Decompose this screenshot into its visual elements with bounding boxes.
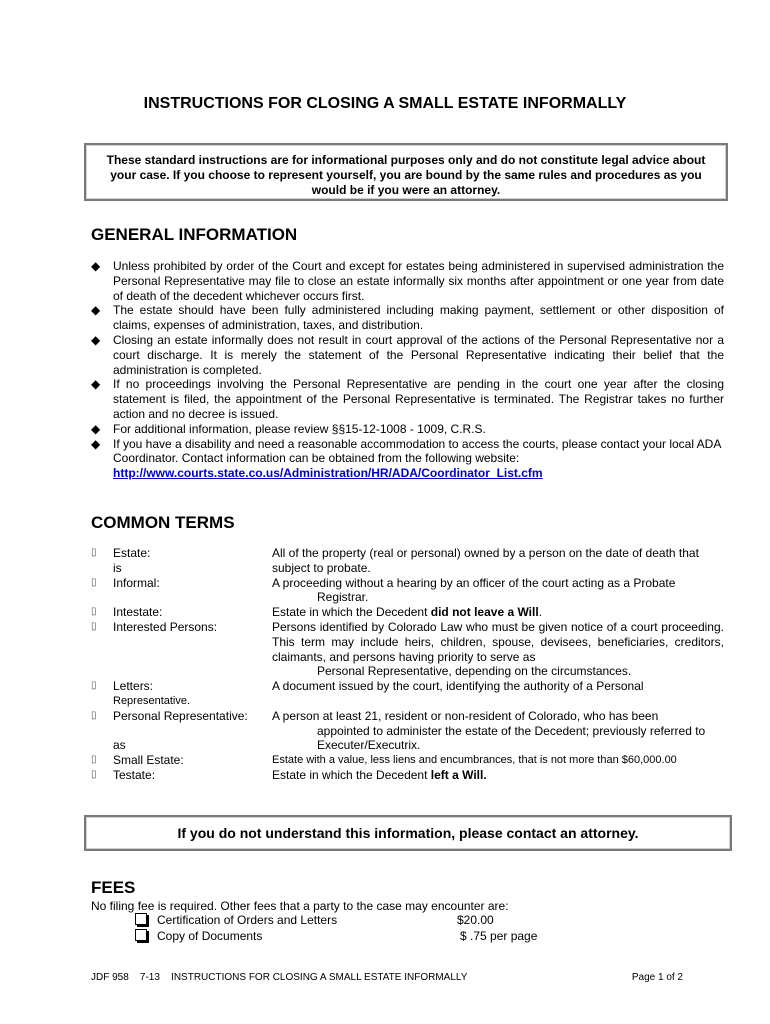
general-information-list	[91, 259, 724, 481]
diamond-bullet-icon: ◆	[91, 259, 101, 273]
fee-item	[135, 929, 538, 943]
term-definition: A proceeding without a hearing by an officer of the court acting as a Probate	[272, 575, 676, 590]
term-label: Estate:	[113, 546, 151, 560]
fee-price: $20.00	[457, 913, 494, 927]
fees-intro: No filing fee is required. Other fees that a party to the case may encounter are:	[91, 899, 509, 913]
common-terms-heading: COMMON TERMS	[91, 513, 235, 532]
checkbox-icon	[135, 913, 147, 925]
checkbox-icon	[135, 929, 147, 941]
fee-item	[135, 913, 494, 927]
term-definition: All of the property (real or personal) owned by a person on the date of death that	[272, 546, 699, 560]
list-item: ◆ For additional information, please review §§15-12-1008 - 1009, C.R.S.	[91, 421, 486, 436]
disclaimer-text: These standard instructions are for informational purposes only and do not constitute legal advice about your case. If you choose to represent yourself, you are bound by the same rules and procedures as you would be if you were an attorney.	[106, 153, 706, 197]
bullet-box-icon: ▯	[91, 620, 97, 632]
term-estate: ▯ Estate: All of the property (real or personal) owned by a person on the date of death that is subject to probate.	[91, 546, 699, 575]
fee-price: $ .75 per page	[460, 929, 538, 943]
footer-form-id: JDF 958 7-13 INSTRUCTIONS FOR CLOSING A SMALL ESTATE INFORMALLY	[91, 972, 468, 983]
diamond-bullet-icon: ◆	[91, 332, 101, 347]
bullet-box-icon: ▯	[91, 709, 97, 721]
page-footer	[91, 972, 683, 983]
list-item: ◆ If you have a disability and need a reasonable accommodation to access the courts, please contact your local ADA Coordinator. Contact information can be obtained from the following website: http://www.courts.state.co.us/Administration/HR/ADA/Coordinator_List.cfm	[91, 436, 721, 481]
bullet-box-icon: ▯	[91, 606, 97, 618]
term-label: Letters:	[113, 679, 154, 694]
diamond-bullet-icon: ◆	[91, 421, 101, 436]
term-label: Personal Representative:	[113, 708, 248, 723]
term-definition: A document issued by the court, identifying the authority of a Personal	[272, 679, 644, 694]
general-information-heading: GENERAL INFORMATION	[91, 225, 298, 244]
term-letters: ▯ Letters: A document issued by the court, identifying the authority of a Personal Representative.	[91, 679, 644, 707]
term-small-estate	[91, 753, 724, 768]
term-definition: Estate with a value, less liens and encumbrances, that is not more than $60,000.00	[272, 754, 677, 767]
term-testate: ▯ Testate: Estate in which the Decedent left a Will.	[91, 767, 487, 782]
term-definition: A person at least 21, resident or non-resident of Colorado, who has been	[272, 708, 659, 723]
disclaimer-box	[84, 143, 728, 201]
term-label: Testate:	[113, 767, 156, 782]
bullet-box-icon: ▯	[91, 547, 97, 558]
bullet-box-icon: ▯	[91, 576, 97, 588]
list-item: ◆ Closing an estate informally does not result in court approval of the actions of the Personal Representative nor a court discharge. It is merely the statement of the Personal Representative indicating their belief that the administration is completed.	[91, 332, 724, 377]
list-item: ◆ If no proceedings involving the Personal Representative are pending in the court one year after the closing statement is filed, the appointment of the Personal Representative is terminated. The Registrar takes no further action and no decree is issued.	[91, 377, 724, 421]
bullet-box-icon: ▯	[91, 754, 97, 766]
list-item: ◆ Unless prohibited by order of the Court and except for estates being administered in supervised administration the Personal Representative may file to close an estate informally six months after appointment or one year from date of death of the decedent whichever occurs first.	[91, 259, 724, 303]
bullet-box-icon: ▯	[91, 680, 97, 692]
ada-coordinator-link[interactable]: http://www.courts.state.co.us/Administration/HR/ADA/Coordinator_List.cfm	[113, 466, 543, 481]
term-definition: Persons identified by Colorado Law who must be given notice of a court proceeding. This term may include heirs, children, spouse, devisees, beneficiaries, creditors, claimants, and persons having priority to serve as	[272, 619, 724, 664]
list-item: ◆ The estate should have been fully administered including making payment, settlement or other disposition of claims, expenses of administration, taxes, and distribution.	[91, 303, 724, 333]
bullet-box-icon: ▯	[91, 768, 97, 780]
term-personal-representative: ▯ Personal Representative: A person at least 21, resident or non-resident of Colorado, who has been appointed to administer the estate of the Decedent; previously referred to as Executer/Executrix.	[91, 708, 706, 753]
fees-heading: FEES	[91, 878, 136, 897]
term-intestate: ▯ Intestate: Estate in which the Decedent did not leave a Will.	[91, 605, 543, 620]
document-title: INSTRUCTIONS FOR CLOSING A SMALL ESTATE INFORMALLY	[143, 95, 627, 112]
attorney-notice-text: If you do not understand this information, please contact an attorney.	[177, 825, 639, 841]
diamond-bullet-icon: ◆	[91, 377, 101, 392]
page-number: Page 1 of 2	[631, 972, 683, 983]
term-label: Intestate:	[113, 605, 163, 620]
term-label: Interested Persons:	[113, 619, 218, 634]
fee-label: Certification of Orders and Letters	[157, 913, 338, 927]
attorney-notice-box	[84, 815, 732, 851]
term-interested-persons: ▯ Interested Persons: Persons identified by Colorado Law who must be given notice of a court proceeding. This term may include heirs, children, spouse, devisees, beneficiaries, creditors, claimants, and persons having priority to serve as Personal Representative, depending on the circumstances.	[91, 619, 724, 679]
diamond-bullet-icon: ◆	[91, 436, 101, 451]
common-terms-list	[91, 546, 724, 783]
fee-label: Copy of Documents	[157, 929, 263, 943]
diamond-bullet-icon: ◆	[91, 303, 101, 318]
term-label: Small Estate:	[113, 753, 184, 768]
term-label: Informal:	[113, 575, 160, 590]
term-informal: ▯ Informal: A proceeding without a hearing by an officer of the court acting as a Probate Registrar.	[91, 575, 676, 605]
